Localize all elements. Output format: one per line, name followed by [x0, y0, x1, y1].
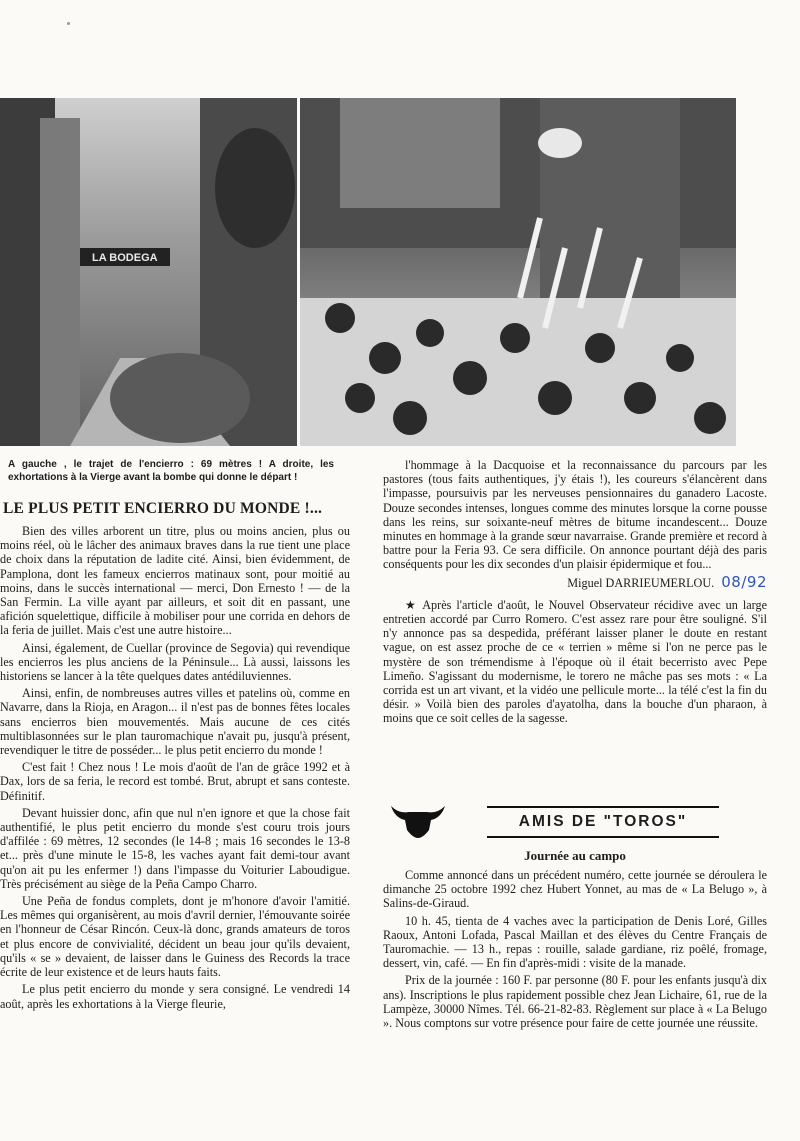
right-column: [383, 458, 767, 729]
author-signature: [383, 572, 767, 591]
print-speck: [67, 22, 70, 25]
handwritten-date: 08/92: [721, 572, 767, 591]
paragraph: 10 h. 45, tienta de 4 vaches avec la participation de Denis Loré, Gilles Raoux, Antoni Lofada, Pascal Maillan et des élèves du Centre Français de Tauromachie. — 13 h., repas : rouille, salade gardiane, riz poêlé, fromage, dessert, vin, café. — En fin d'après-midi : visite de la manade.: [383, 913, 767, 971]
crowd-illustration: [300, 98, 736, 446]
paragraph: Devant huissier donc, afin que nul n'en ignore et que la chose fait authentifié, le plus petit encierro du monde s'est couru trois jours d'affilée : 69 mètres, 12 secondes (le 14-8 ; mais 16 secondes le 13-8 et... près d'une minute le 15-8, les vaches ayant fait demi-tour avant qu'on ait pu les enfermer !) dans l'impasse du Voiturier Laboudigue. Très précisément au siège de la Peña Campo Charro.: [0, 805, 350, 891]
author-name: Miguel DARRIEUMERLOU.: [567, 575, 715, 590]
paragraph: Ainsi, également, de Cuellar (province de Segovia) qui revendique les encierros les plus anciens de la Péninsule... Là aussi, laissons les historiens se lancer à la tête quelques dates antédiluviennes.: [0, 640, 350, 684]
campo-column: [383, 868, 767, 1033]
bull-head-icon: [389, 800, 447, 840]
photo-caption: A gauche , le trajet de l'encierro : 69 mètres ! A droite, les exhortations à la Vierge avant la bombe qui donne le départ !: [8, 459, 334, 483]
article-headline: LE PLUS PETIT ENCIERRO DU MONDE !...: [3, 500, 323, 517]
la-bodega-sign: LA BODEGA: [92, 252, 158, 264]
paragraph: l'hommage à la Dacquoise et la reconnaissance du parcours par les pastores (tous faits authentiques, j'y étais !), les coureurs s'élancèrent dans l'impasse, poursuivis par les nerveuses pensionnaires du ganadero Lacoste. Douze secondes intenses, longues comme des minutes lorsque la corne pousse dans les reins, sur soixante-neuf mètres de bitume incandescent... Douze minutes en hommage à la grande sœur navarraise. Grande première et record à battre pour la Feria 93. Ce sera difficile. On annonce pourtant déjà des paris conséquents pour les dix secondes d'un plaisir épidermique et fou...: [383, 458, 767, 572]
paragraph: Une Peña de fondus complets, dont je m'honore d'avoir l'amitié. Les mêmes qui organisèrent, au mois d'avril dernier, l'émouvante soirée en l'honneur de César Rincón. Ceux-là donc, grands amateurs de toros et plus encore de convivialité, décident un beau jour qu'ils devaient, qu'ils « se » devaient, de laisser dans le Guiness des Records la trace écrite de leur existence et de leurs hauts faits.: [0, 894, 350, 980]
paragraph: Bien des villes arborent un titre, plus ou moins ancien, plus ou moins réel, où le lâcher des animaux braves dans la rue tient une place de choix dans la réputation de ladite cité. Ainsi, bien évidemment, de Pamplona, dont les fameux encierros matinaux sont, pour moitié au moins, dans le succès international — merci, Don Ernesto ! — de la San Fermin. La ville ayant par ailleurs, et soit dit en passant, une afición squelettique, difficile à mobiliser pour une corrida en dehors de la feria de juillet. Mais c'est une autre histoire...: [0, 524, 350, 638]
paragraph: Le plus petit encierro du monde y sera consigné. Le vendredi 14 août, après les exhortations à la Vierge fleurie,: [0, 982, 350, 1011]
subsection-title: Journée au campo: [524, 848, 626, 863]
paragraph: Ainsi, enfin, de nombreuses autres villes et patelins où, comme en Navarre, dans la Rioja, en Aragon... il n'est pas de bonnes fêtes locales sans encierros bien mouvementés. Mais aucune de ces cités multiblasonnées sur le plan tauromachique n'avait pu, jusqu'à présent, revendiquer le titre de posséder... le plus petit encierro du monde !: [0, 686, 350, 758]
paragraph: Prix de la journée : 160 F. par personne (80 F. pour les enfants jusqu'à dix ans). Inscriptions le plus rapidement possible chez Jean Lichaire, 61, rue de la Lampèze, 30000 Nîmes. Tél. 66-21-82-83. Règlement sur place à « La Belugo ». Nous comptons sur votre présence pour faire de cette journée une réussite.: [383, 973, 767, 1031]
photo-crowd: [300, 98, 736, 446]
paragraph: Comme annoncé dans un précédent numéro, cette journée se déroulera le dimanche 25 octobre 1992 chez Hubert Yonnet, au mas de « La Belugo », à Salins-de-Giraud.: [383, 868, 767, 911]
left-column: [0, 524, 350, 1134]
section-title: AMIS DE "TOROS": [487, 806, 719, 838]
paragraph: C'est fait ! Chez nous ! Le mois d'août de l'an de grâce 1992 et à Dax, lors de sa feria, le record est tombé. Brut, abrupt et sans conteste. Définitif.: [0, 760, 350, 803]
photo-alley: [0, 98, 297, 446]
alley-illustration: [0, 98, 297, 446]
paragraph: ★ Après l'article d'août, le Nouvel Observateur récidive avec un large entretien accordé par Curro Romero. C'est assez rare pour être souligné. S'il n'y annonce pas sa despedida, préférant laisser planer le doute en restant vague, on est assez proche de ce « terrien » même si l'on ne perce pas le mystère de son trémendisme à l'époque où il était becerristo avec Pepe Limeño. S'agissant du modernisme, le torero ne mâche pas ses mots : « La corrida est un art vivant, et la vidéo une pellicule morte... la télé c'est la fin du désir. » Voilà bien des paroles d'ayatolha, dans la bouche d'un pharaon, à moins que ce soit celles de la sagesse.: [383, 597, 767, 726]
